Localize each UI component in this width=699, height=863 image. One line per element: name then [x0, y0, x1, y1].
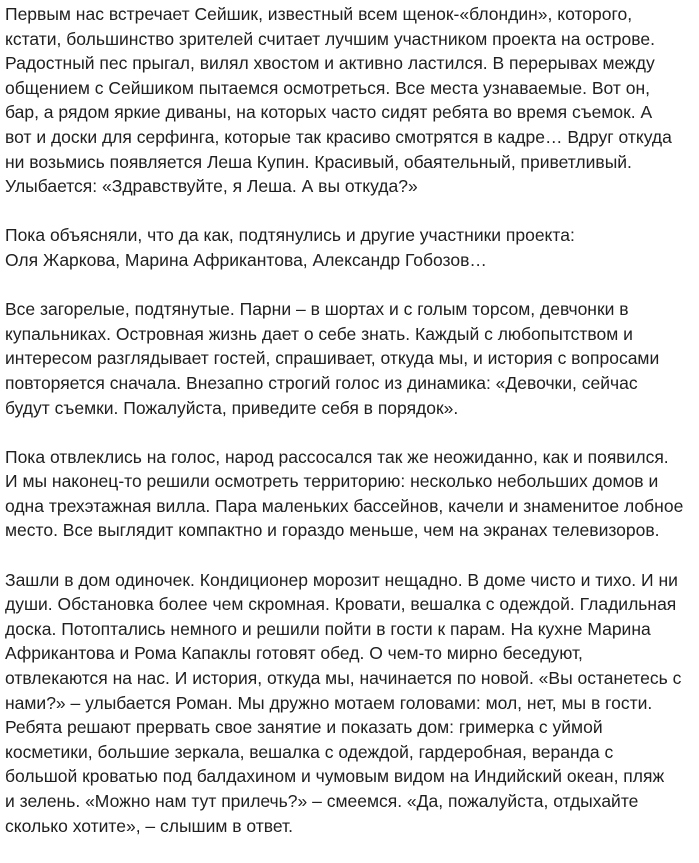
text-line: будут съемки. Пожалуйста, приведите себя в порядок».	[5, 397, 459, 418]
paragraph-5	[5, 568, 695, 839]
text-line: нами?» – улыбается Роман. Мы дружно мотаем головами: мол, нет, мы в гости.	[5, 692, 653, 713]
text-line: купальниках. Островная жизнь дает о себе знать. Каждый с любопытством и	[5, 323, 633, 344]
text-line: Все загорелые, подтянутые. Парни – в шортах и с голым торсом, девчонки в	[5, 299, 629, 320]
text-line: косметики, большие зеркала, вешалка с одеждой, гардеробная, веранда с	[5, 741, 614, 762]
text-line: Первым нас встречает Сейшик, известный всем щенок-«блондин», которого,	[5, 4, 633, 24]
text-line: бар, а рядом яркие диваны, на которых часто сидят ребята во время съемок. А	[5, 102, 653, 123]
text-line: кстати, большинство зрителей считает лучшим участником проекта на острове.	[5, 28, 655, 49]
text-line: Радостный пес прыгал, вилял хвостом и активно ластился. В перерывах между	[5, 53, 655, 74]
text-line: общением с Сейшиком пытаемся осмотреться. Все места узнаваемые. Вот он,	[5, 77, 651, 98]
article-body	[5, 2, 695, 863]
text-line: Африкантова и Рома Капаклы готовят обед. О чем-то мирно беседуют,	[5, 643, 583, 664]
text-line: Оля Жаркова, Марина Африкантова, Александр Гобозов…	[5, 249, 487, 270]
text-line: повторяется сначала. Внезапно строгий голос из динамика: «Девочки, сейчас	[5, 372, 638, 393]
text-line: отвлекаются на нас. И история, откуда мы, начинается по новой. «Вы останетесь с	[5, 668, 682, 689]
paragraph-3	[5, 297, 695, 420]
text-line: вот и доски для серфинга, которые так красиво смотрятся в кадре… Вдруг откуда	[5, 126, 672, 147]
text-line: Зашли в дом одиночек. Кондиционер морозит нещадно. В доме чисто и тихо. И ни	[5, 569, 678, 590]
paragraph-1	[5, 2, 695, 199]
text-line: большой кроватью под балдахином и чумовым видом на Индийский океан, пляж	[5, 766, 665, 787]
text-line: сколько хотите», – слышим в ответ.	[5, 815, 293, 836]
text-line: Улыбается: «Здравствуйте, я Леша. А вы откуда?»	[5, 176, 418, 197]
text-line: и зелень. «Можно нам тут прилечь?» – смеемся. «Да, пожалуйста, отдыхайте	[5, 791, 639, 811]
text-line: И мы наконец-то решили осмотреть территорию: несколько небольших домов и	[5, 471, 659, 492]
paragraph-2	[5, 223, 695, 272]
paragraph-4	[5, 445, 695, 543]
text-line: ни возьмись появляется Леша Купин. Красивый, обаятельный, приветливый.	[5, 151, 632, 172]
text-line: место. Все выглядит компактно и гораздо меньше, чем на экранах телевизоров.	[5, 520, 660, 541]
text-line: доска. Потоптались немного и решили пойти в гости к парам. На кухне Марина	[5, 618, 651, 639]
text-line: интересом разглядывает гостей, спрашивает, откуда мы, и история с вопросами	[5, 348, 660, 369]
text-line: души. Обстановка более чем скромная. Кровати, вешалка с одеждой. Гладильная	[5, 594, 677, 615]
text-line: Пока объясняли, что да как, подтянулись и другие участники проекта:	[5, 225, 575, 246]
text-line: одна трехэтажная вилла. Пара маленьких бассейнов, качели и знаменитое лобное	[5, 495, 684, 516]
text-line: Пока отвлеклись на голос, народ рассосался так же неожиданно, как и появился.	[5, 446, 669, 467]
text-line: Ребята решают прервать свое занятие и показать дом: гримерка с уймой	[5, 717, 603, 738]
